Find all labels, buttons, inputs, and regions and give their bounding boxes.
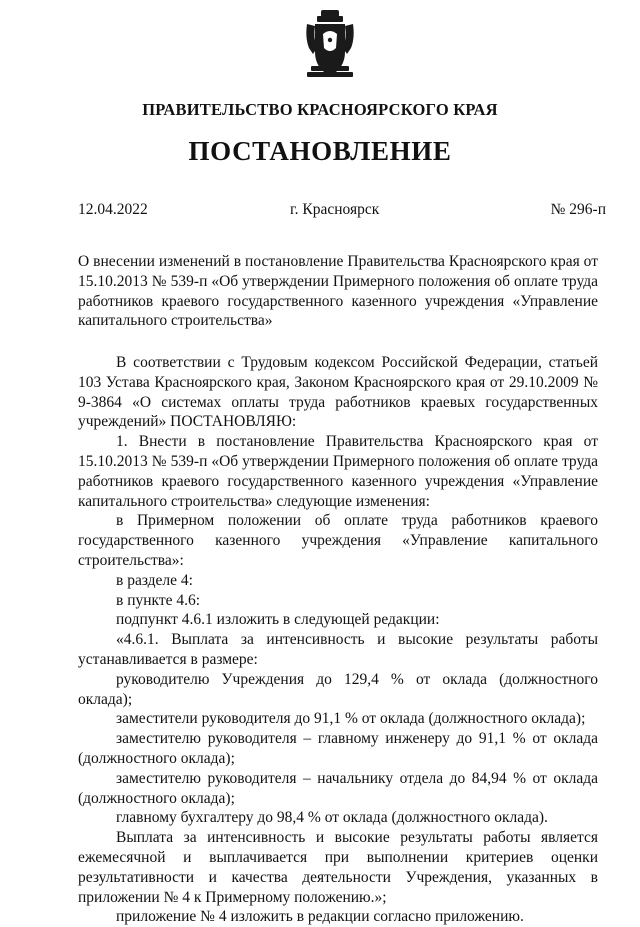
paragraph-department-head: заместителю руководителя – начальнику отдела до 84,94 % от оклада (должностного оклада); <box>78 769 598 807</box>
paragraph-deputies: заместители руководителя до 91,1 % от оклада (должностного оклада); <box>116 710 586 728</box>
document-number: № 296-п <box>550 201 606 218</box>
paragraph-chief-accountant: главному бухгалтеру до 98,4 % от оклада (должностного оклада). <box>116 809 548 827</box>
paragraph-regulation: в Примерном положении об оплате труда работников краевого государственного казенного учреждения «Управление капитального строительства»: <box>78 512 598 569</box>
paragraph-4-6-1: «4.6.1. Выплата за интенсивность и высокие результаты работы устанавливается в размере: <box>78 631 598 668</box>
document-date: 12.04.2022 <box>78 201 148 218</box>
document-city: г. Красноярск <box>290 201 380 218</box>
document-body <box>78 353 598 927</box>
paragraph-preamble: В соответствии с Трудовым кодексом Российской Федерации, статьей 103 Устава Красноярского края, Законом Красноярского края от 29.10.2009 № 9-3864 «О системах оплаты труда работников краевых государственных учреждений» ПОСТАНОВЛЯЮ: <box>78 354 598 431</box>
document-subject: О внесении изменений в постановление Правительства Красноярского края от 15.10.2013 № 539-п «Об утверждении Примерного положения об оплате труда работников краевого государственного казенного учреждения «Управление капитального строительства» <box>78 253 598 330</box>
paragraph-item-1: 1. Внести в постановление Правительства Красноярского края от 15.10.2013 № 539-п «Об утверждении Примерного положения об оплате труда работников краевого государственного казенного учреждения «Управление капитального строительства» следующие изменения: <box>78 433 598 510</box>
document-type-heading: ПОСТАНОВЛЕНИЕ <box>188 136 452 166</box>
paragraph-appendix: приложение № 4 изложить в редакции согласно приложению. <box>116 908 524 926</box>
paragraph-section: в разделе 4: <box>116 571 193 589</box>
paragraph-head: руководителю Учреждения до 129,4 % от оклада (должностного оклада); <box>78 670 598 708</box>
paragraph-subclause: подпункт 4.6.1 изложить в следующей редакции: <box>116 611 440 629</box>
paragraph-payment: Выплата за интенсивность и высокие результаты работы является ежемесячной и выплачивается при выполнении критериев оценки результативности и качества деятельности Учреждения, указанных в приложении № 4 к Примерному положению.»; <box>78 829 598 906</box>
paragraph-chief-engineer: заместителю руководителя – главному инженеру до 91,1 % от оклада (должностного оклада); <box>78 730 598 767</box>
coat-of-arms-icon <box>303 8 357 82</box>
organization-title: ПРАВИТЕЛЬСТВО КРАСНОЯРСКОГО КРАЯ <box>142 100 498 119</box>
paragraph-clause: в пункте 4.6: <box>116 591 201 609</box>
